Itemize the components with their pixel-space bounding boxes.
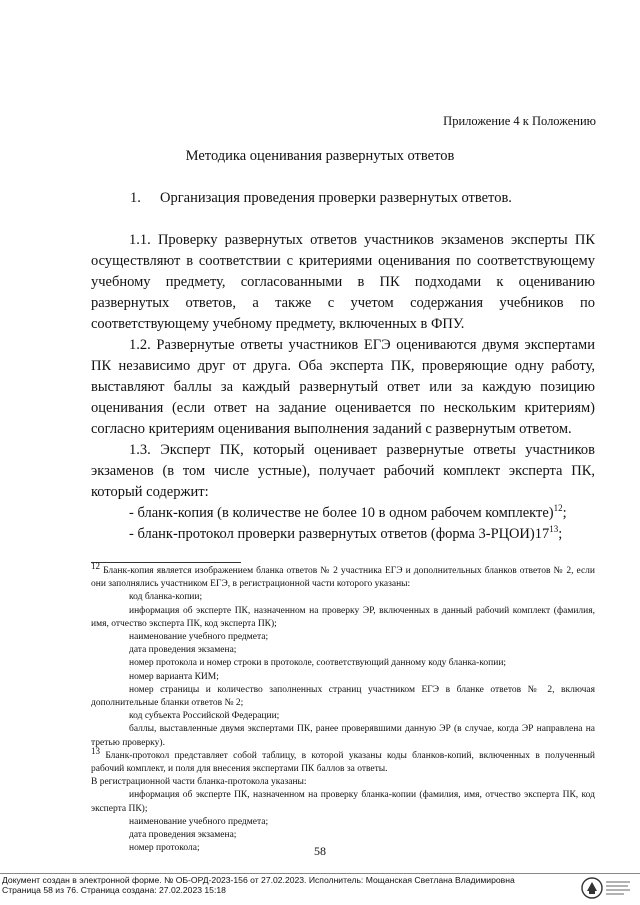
- footnote-separator: [91, 562, 241, 563]
- footnote-item: баллы, выставленные двумя экспертами ПК, ранее проверявшими данную ЭР (в случае, когда ЭР направлена на третью проверку).: [91, 724, 595, 748]
- paragraph-1-3: 1.3. Эксперт ПК, который оценивает развернутые ответы участников экзаменов (в том числе устные), получает рабочий комплект эксперта ПК, который содержит:: [91, 442, 595, 500]
- footnote-item: дата проведения экзамена;: [129, 830, 237, 841]
- page-title: Методика оценивания развернутых ответов: [185, 148, 455, 164]
- footer-divider: [0, 873, 640, 874]
- footnote-item: дата проведения экзамена;: [129, 645, 237, 656]
- footnote-item: информация об эксперте ПК, назначенном на проверку ЭР, включенных в данный рабочий комплект (фамилия, имя, отчество эксперта ПК, код эксперта ПК);: [91, 605, 595, 629]
- appendix-label: Приложение 4 к Положению: [443, 114, 596, 128]
- footnote-ref: 13: [549, 524, 559, 535]
- section-title: Организация проведения проверки развернутых ответов.: [160, 190, 512, 206]
- page-number: 58: [314, 844, 326, 858]
- footer-line-1: Документ создан в электронной форме. № ОБ-ОРД-2023-156 от 27.02.2023. Исполнитель: Мощанская Светлана Владимировна: [2, 875, 515, 885]
- list-item: - бланк-протокол проверки развернутых ответов (форма $3-РЦОИ)17^{13}$;: [129, 524, 563, 542]
- footnote-item: информация об эксперте ПК, назначенном на проверку бланка-копии (фамилия, имя, отчество эксперта ПК, код эксперта ПК);: [91, 790, 595, 814]
- section-heading: [130, 190, 512, 207]
- emblem-seal-icon: [580, 876, 632, 900]
- paragraph-1-2: 1.2. Развернутые ответы участников ЕГЭ оцениваются двумя экспертами ПК независимо друг от друга. Оба эксперта ПК, проверяющие одну работу, выставляют баллы за каждый развернутый ответ или за каждую позицию оценивания (если ответ на задание оценивается по нескольким критериям) согласно критериям оценивания выполнения заданий с развернутым ответом.: [91, 337, 595, 437]
- footnote-item: номер протокола;: [129, 843, 200, 854]
- footnote-13: $^{13}$ Бланк-протокол представляет собой таблицу, в которой указаны коды бланков-копий, включенных в полученный рабочий комплект, и поля для внесения экспертами ПК баллов за ответы.: [91, 745, 596, 775]
- body-text: [91, 230, 595, 545]
- footer-line-2: Страница 58 из 76. Страница создана: 27.02.2023 15:18: [2, 884, 226, 895]
- section-number: 1.: [130, 190, 141, 206]
- paragraph-1-1: 1.1. Проверку развернутых ответов участников экзаменов эксперты ПК осуществляют в соответствии с критериями оценивания по соответствующему учебному предмету, согласованными в ПК подходами к оцениванию развернутых ответов, а также с учетом содержания учебников по соответствующему учебному предмету, включенных в ФПУ.: [91, 232, 595, 332]
- document-footer: [2, 876, 515, 895]
- footnote-item: наименование учебного предмета;: [129, 816, 269, 827]
- footnote-ref: 12: [553, 503, 563, 514]
- footnote-item: код субъекта Российской Федерации;: [129, 711, 280, 722]
- list-item: - бланк-копия (в количестве не более 10 в одном рабочем комплекте)$^{12}$;: [129, 503, 567, 521]
- footnote-item: номер протокола и номер строки в протоколе, соответствующий данному коду бланка-копии;: [129, 658, 507, 669]
- footnote-subhead: В регистрационной части бланка-протокола указаны:: [91, 777, 307, 788]
- footnote-item: наименование учебного предмета;: [129, 632, 269, 643]
- footnote-item: номер варианта КИМ;: [129, 671, 219, 682]
- footnotes: [91, 560, 596, 855]
- footnote-12: $^{12}$ Бланк-копия является изображением бланка ответов № 2 участника ЕГЭ и дополнительных бланков ответов № 2, если они заполнялись участником ЕГЭ, в регистрационной части которого указаны:: [91, 560, 596, 590]
- footnote-item: код бланка-копии;: [129, 592, 203, 603]
- footnote-item: номер страницы и количество заполненных страниц участником ЕГЭ в бланке ответов № 2, включая дополнительные бланки ответов № 2;: [91, 684, 595, 709]
